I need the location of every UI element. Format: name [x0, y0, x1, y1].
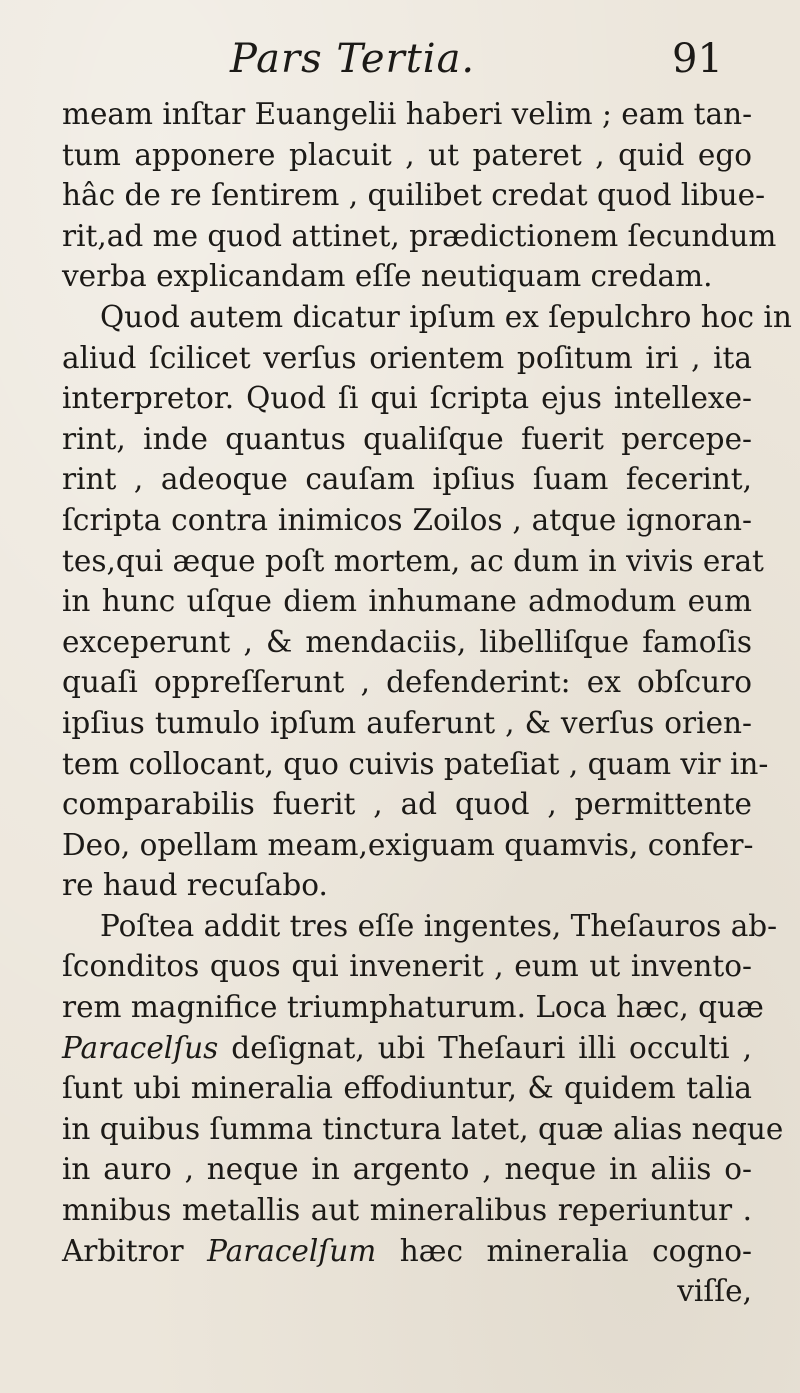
text-line: ſconditos quos qui invenerit , eum ut invento-: [62, 949, 752, 984]
text-line: Quod autem dicatur ipſum ex ſepulchro hoc in: [100, 299, 792, 334]
text-line: in quibus ſumma tinctura latet, quæ alias neque: [62, 1111, 784, 1146]
text-line: tem collocant, quo cuivis pateſiat , quam vir in-: [62, 746, 769, 781]
text-line: meam inſtar Euangelii haberi velim ; eam tan-: [62, 97, 753, 131]
text-line: Arbitror Paracelſum hæc mineralia cogno-: [62, 1233, 752, 1268]
text-line: exceperunt , & mendaciis, libelliſque famoſis: [62, 624, 752, 659]
text-line: rem magnifice triumphaturum. Loca hæc, quæ: [62, 990, 764, 1025]
text-line: verba explicandam eſſe neutiquam credam.: [62, 259, 713, 294]
text-line: rint, inde quantus qualiſque fuerit percepe-: [62, 421, 752, 456]
text-line: ipſius tumulo ipſum auferunt , & verſus orien-: [62, 705, 752, 740]
text-line: re haud recuſabo.: [62, 868, 328, 903]
text-line: tum apponere placuit , ut pateret , quid ego: [62, 137, 752, 172]
text-line: tes,qui æque poſt mortem, ac dum in vivis erat: [62, 543, 764, 578]
italic-name: Paracelſus: [62, 1030, 219, 1065]
text-line: comparabilis fuerit , ad quod , permittente: [62, 787, 752, 822]
text-line: rint , adeoque cauſam ipſius ſuam fecerint,: [62, 462, 752, 497]
running-title: Pars Tertia.: [230, 36, 476, 82]
text-line: hâc de re ſentirem , quilibet credat quod libue-: [62, 178, 766, 213]
text-line: Deo, opellam meam,exiguam quamvis, confer-: [62, 827, 754, 862]
text-line: in auro , neque in argento , neque in aliis o-: [62, 1152, 752, 1187]
italic-name: Paracelſum: [207, 1233, 377, 1268]
body-text: [62, 94, 792, 1311]
catchword: viſſe,: [677, 1274, 752, 1309]
text-line: in hunc uſque diem inhumane admodum eum: [62, 584, 752, 619]
text-line: ſunt ubi mineralia effodiuntur, & quidem talia: [62, 1071, 752, 1106]
text-line: mnibus metallis aut mineralibus reperiuntur .: [62, 1193, 752, 1228]
text-line: interpretor. Quod ſi qui ſcripta ejus intellexe-: [62, 381, 752, 416]
text-line: rit,ad me quod attinet, prædictionem ſecundum: [62, 218, 777, 253]
page-number: 91: [672, 36, 723, 82]
page-header: [0, 36, 800, 92]
text-line: aliud ſcilicet verſus orientem poſitum iri , ita: [62, 340, 752, 375]
text-line: ſcripta contra inimicos Zoilos , atque ignoran-: [62, 502, 752, 537]
text-line: Poſtea addit tres eſſe ingentes, Theſauros ab-: [100, 908, 778, 943]
text-line: Paracelſus deſignat, ubi Theſauri illi occulti ,: [62, 1030, 752, 1065]
text-line: quaſi oppreſſerunt , defenderint: ex obſcuro: [62, 665, 752, 700]
